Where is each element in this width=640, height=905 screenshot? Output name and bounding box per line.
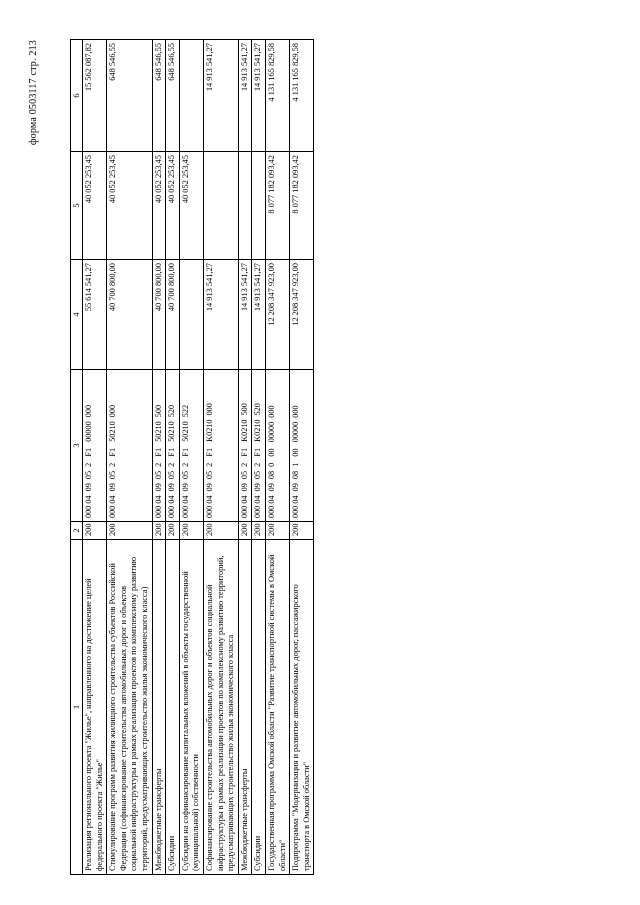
- column-header-4: 4: [71, 260, 83, 370]
- table-row: [265, 40, 289, 875]
- row-admin-code: 200: [252, 522, 266, 540]
- row-executed-amount: 40 052 253,45: [152, 152, 166, 260]
- row-admin-code: 200: [238, 522, 252, 540]
- form-label: форма 0503117 стр. 213: [28, 40, 39, 145]
- row-classification-code: 000 04 09 05 2 F1 K0210 000: [203, 370, 238, 522]
- row-name: Стимулирование программ развития жилищного строительства субъектов Российской Федерации (софинансирование строительства автомобильных дорог и объектов социальной инфраструктуры в рамках реализации проектов по комплексному развитию территорий, предусматривающих строительство жилья экономического класса): [107, 540, 152, 875]
- row-unexecuted-amount: 15 562 087,82: [83, 40, 107, 152]
- table-row: [107, 40, 152, 875]
- row-unexecuted-amount: 14 913 541,27: [238, 40, 252, 152]
- row-unexecuted-amount: 648 546,55: [166, 40, 180, 152]
- row-executed-amount: 40 052 253,45: [107, 152, 152, 260]
- row-executed-amount: 8 077 182 093,42: [265, 152, 289, 260]
- column-header-3: 3: [71, 370, 83, 522]
- row-approved-amount: 40 700 800,00: [152, 260, 166, 370]
- rotated-page-content: [28, 40, 575, 875]
- table-row: [179, 40, 203, 875]
- row-admin-code: 200: [166, 522, 180, 540]
- row-name: Межбюджетные трансферты: [152, 540, 166, 875]
- row-classification-code: 000 04 09 05 2 F1 50210 522: [179, 370, 203, 522]
- row-approved-amount: 14 913 541,27: [252, 260, 266, 370]
- row-approved-amount: [179, 260, 203, 370]
- column-header-1: 1: [71, 540, 83, 875]
- row-name: Субсидии: [252, 540, 266, 875]
- row-name: Субсидии на софинансирование капитальных вложений в объекты государственной (муниципальной) собственности: [179, 540, 203, 875]
- row-classification-code: 000 04 09 05 2 F1 50210 000: [107, 370, 152, 522]
- row-approved-amount: 14 913 541,27: [203, 260, 238, 370]
- row-admin-code: 200: [152, 522, 166, 540]
- row-name: Субсидии: [166, 540, 180, 875]
- row-classification-code: 000 04 09 05 2 F1 50210 520: [166, 370, 180, 522]
- table-row: [83, 40, 107, 875]
- row-executed-amount: 8 077 182 093,42: [290, 152, 314, 260]
- row-classification-code: 000 04 09 08 1 00 00000 000: [290, 370, 314, 522]
- row-unexecuted-amount: 14 913 541,27: [203, 40, 238, 152]
- row-approved-amount: 40 700 800,00: [107, 260, 152, 370]
- row-name: Государственная программа Омской области "Развитие транспортной системы в Омской области": [265, 540, 289, 875]
- row-unexecuted-amount: 648 546,55: [152, 40, 166, 152]
- row-unexecuted-amount: 4 131 165 829,58: [290, 40, 314, 152]
- row-approved-amount: 12 208 347 923,00: [290, 260, 314, 370]
- table-row: [166, 40, 180, 875]
- row-classification-code: 000 04 09 08 0 00 00000 000: [265, 370, 289, 522]
- row-unexecuted-amount: 14 913 541,27: [252, 40, 266, 152]
- row-admin-code: 200: [83, 522, 107, 540]
- row-executed-amount: 40 052 253,45: [179, 152, 203, 260]
- row-admin-code: 200: [265, 522, 289, 540]
- table-row: [203, 40, 238, 875]
- table-row: [290, 40, 314, 875]
- row-name: Реализация регионального проекта "Жилье", направленного на достижение целей федерального проекта "Жилье": [83, 540, 107, 875]
- row-unexecuted-amount: 4 131 165 829,58: [265, 40, 289, 152]
- row-classification-code: 000 04 09 05 2 F1 K0210 520: [252, 370, 266, 522]
- row-approved-amount: 40 700 800,00: [166, 260, 180, 370]
- row-executed-amount: [203, 152, 238, 260]
- table-row: [238, 40, 252, 875]
- row-executed-amount: 40 052 253,45: [166, 152, 180, 260]
- row-classification-code: 000 04 09 05 2 F1 50210 500: [152, 370, 166, 522]
- row-admin-code: 200: [107, 522, 152, 540]
- row-classification-code: 000 04 09 05 2 F1 K0210 500: [238, 370, 252, 522]
- row-approved-amount: 12 208 347 923,00: [265, 260, 289, 370]
- row-admin-code: 200: [179, 522, 203, 540]
- row-executed-amount: [238, 152, 252, 260]
- column-header-2: 2: [71, 522, 83, 540]
- row-classification-code: 000 04 09 05 2 F1 00000 000: [83, 370, 107, 522]
- row-executed-amount: [252, 152, 266, 260]
- column-header-5: 5: [71, 152, 83, 260]
- row-unexecuted-amount: 648 546,55: [107, 40, 152, 152]
- row-admin-code: 200: [290, 522, 314, 540]
- row-admin-code: 200: [203, 522, 238, 540]
- row-unexecuted-amount: [179, 40, 203, 152]
- table-row: [252, 40, 266, 875]
- row-name: Межбюджетные трансферты: [238, 540, 252, 875]
- row-approved-amount: 55 614 541,27: [83, 260, 107, 370]
- column-number-row: [71, 40, 83, 875]
- row-name: Подпрограмма "Модернизация и развитие автомобильных дорог, пассажирского транспорта в Омской области": [290, 540, 314, 875]
- budget-table: [70, 39, 314, 875]
- row-executed-amount: 40 052 253,45: [83, 152, 107, 260]
- column-header-6: 6: [71, 40, 83, 152]
- row-approved-amount: 14 913 541,27: [238, 260, 252, 370]
- row-name: Софинансирование строительства автомобильных дорог и объектов социальной инфраструктуры в рамках реализации проектов по комплексному развитию территорий, предусматривающих строительство жилья экономического класса: [203, 540, 238, 875]
- table-row: [152, 40, 166, 875]
